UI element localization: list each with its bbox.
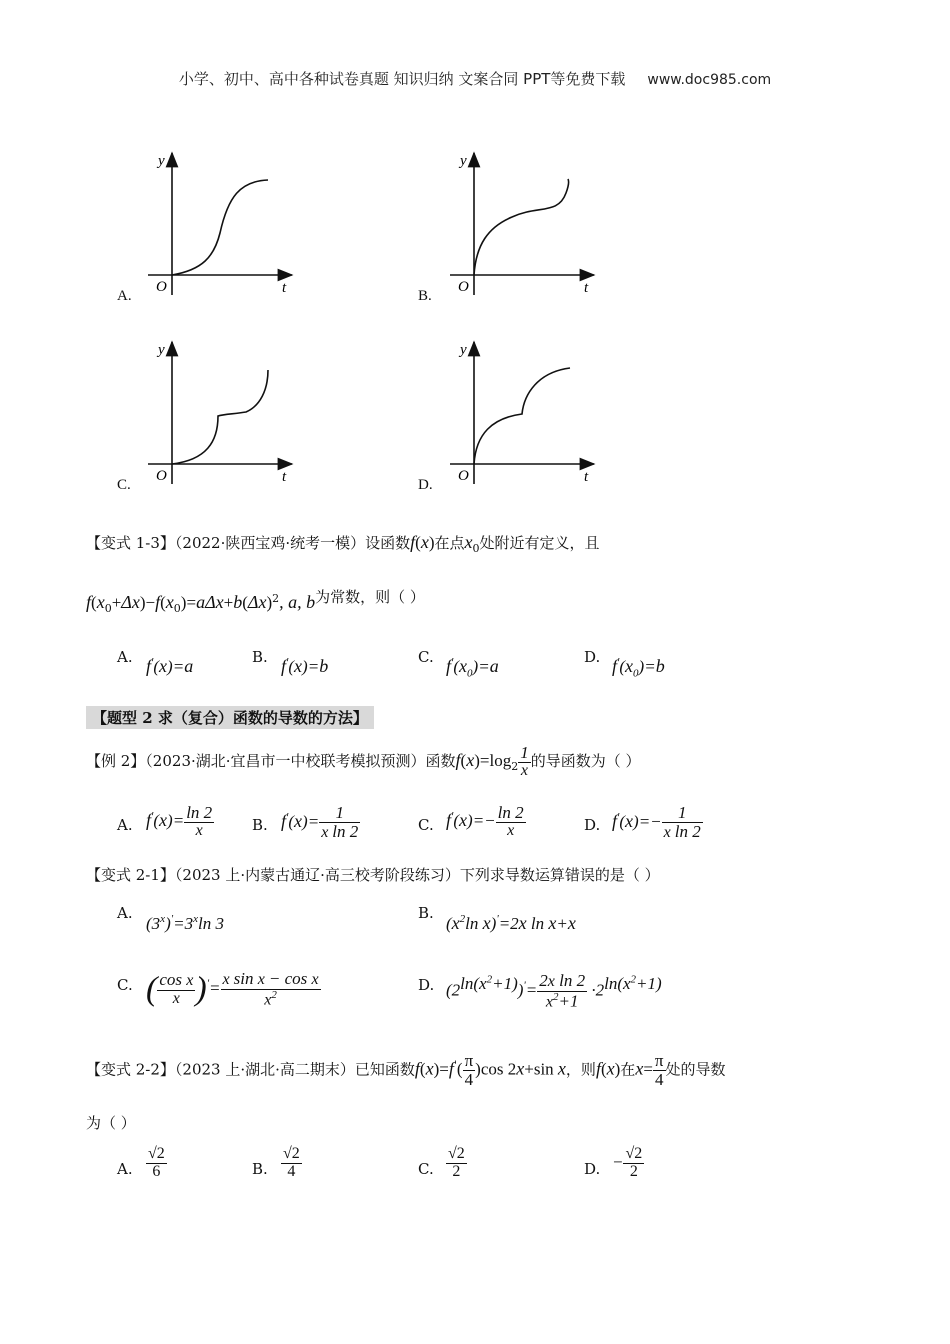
q13-option-d-expr: $f'(x_0)=b$	[612, 656, 665, 680]
q13-option-b[interactable]: B.	[252, 648, 268, 666]
origin-label: O	[156, 468, 167, 484]
ex2-option-b-expr: f'(x)= $\frac{1}{\text{x ln 2}}$	[281, 803, 359, 841]
q13-option-a-expr: f'(x)=a	[146, 656, 194, 676]
q21-option-d-expr: $(2^{ln(x^2+1)})'=$ $\frac{\text{2x ln 2}}{x^2+1}$ $\cdot 2^{ln(x^2+1)}$	[446, 971, 662, 1011]
q21-option-c-expr: ( $\frac{\text{cos x}}{x}$ )'= $\frac{\text{x sin x − cos x}}{x^2}$	[146, 969, 319, 1009]
ex2-option-b[interactable]: B.	[252, 816, 268, 834]
q21-option-c[interactable]: C.	[117, 976, 133, 994]
page-header	[0, 68, 950, 89]
origin-label: O	[458, 279, 469, 295]
curve-a	[172, 180, 268, 275]
q21-option-b[interactable]: B.	[418, 904, 434, 922]
q22-option-c[interactable]: C.	[418, 1160, 434, 1178]
ex2-option-d[interactable]: D.	[584, 816, 601, 834]
section-title: 【题型 2 求（复合）函数的导数的方法】	[86, 706, 374, 729]
q21-option-d[interactable]: D.	[418, 976, 435, 994]
origin-label: O	[458, 468, 469, 484]
q22-option-a-expr: $\frac{√2}{6}$	[148, 1145, 165, 1180]
graph-c-label: C.	[117, 477, 131, 493]
axis-t-label: t	[282, 469, 287, 485]
q13-option-a[interactable]: A.	[117, 648, 133, 666]
graph-a	[110, 145, 310, 310]
ex2-option-a[interactable]: A.	[117, 816, 133, 834]
axis-t-label: t	[584, 280, 589, 296]
axis-t-label: t	[584, 469, 589, 485]
curve-d	[474, 368, 570, 464]
q21-stem: 【变式 2-1】（2023 上·内蒙古通辽·高三校考阶段练习）下列求导数运算错误的是（ ）	[86, 866, 660, 884]
graph-c	[110, 334, 310, 499]
q13-option-d[interactable]: D.	[584, 648, 601, 666]
q22-stem: 【变式 2-2】（2023 上·湖北·高二期末）已知函数f(x)=f'( $\frac{\pi}{4}$ )cos 2x+sin x，则f(x)在x= $\frac{\pi}{4}$ 处的导数	[86, 1051, 726, 1089]
graph-b-label: B.	[418, 288, 432, 304]
q21-option-a-expr: $(3^x)'=3^x\ln$ 3	[146, 913, 224, 933]
q22-option-b-expr: $\frac{√2}{4}$	[283, 1145, 300, 1180]
q22-option-a[interactable]: A.	[117, 1160, 133, 1178]
axis-y-label: y	[158, 342, 165, 358]
ex2-option-c-expr: f'(x)=− $\frac{\ln 2}{x}$	[446, 803, 524, 839]
ex2-option-c[interactable]: C.	[418, 816, 434, 834]
graph-d	[412, 334, 612, 499]
q22-option-b[interactable]: B.	[252, 1160, 268, 1178]
graph-a-label: A.	[117, 288, 132, 304]
ex2-stem: 【例 2】（2023·湖北·宜昌市一中校联考模拟预测）函数$f(x)=\log_2$ $\frac{1}{x}$ 的导函数为（ ）	[86, 743, 641, 779]
q21-option-a[interactable]: A.	[117, 904, 133, 922]
q22-option-c-expr: $\frac{√2}{2}$	[448, 1145, 465, 1180]
q21-option-b-expr: ($x^2\ln$ x)'=2x ln x+x	[446, 913, 576, 933]
q13-option-c[interactable]: C.	[418, 648, 434, 666]
curve-c	[172, 370, 268, 464]
q13-formula: $f(x_0+\Delta x)-f(x_0)=a\Delta x+b(\Delta x)^2$, a, b为常数，则（ ）	[86, 588, 425, 615]
q22-option-d[interactable]: D.	[584, 1160, 601, 1178]
axis-t-label: t	[282, 280, 287, 296]
curve-b	[474, 179, 569, 275]
q13-option-b-expr: f'(x)=b	[281, 656, 329, 676]
graph-d-label: D.	[418, 477, 433, 493]
header-text: 小学、初中、高中各种试卷真题 知识归纳 文案合同 PPT等免费下载	[178, 70, 626, 88]
graph-b	[412, 145, 612, 310]
q13-option-c-expr: $f'(x_0)=a$	[446, 656, 499, 680]
axis-y-label: y	[158, 153, 165, 169]
axis-y-label: y	[460, 342, 467, 358]
q22-stem-line2: 为（ ）	[86, 1114, 136, 1132]
ex2-option-d-expr: f'(x)=− $\frac{1}{\text{x ln 2}}$	[612, 803, 701, 841]
axis-y-label: y	[460, 153, 467, 169]
ex2-option-a-expr: f'(x)= $\frac{\ln 2}{x}$	[146, 803, 213, 839]
header-site: www.doc985.com	[647, 72, 772, 88]
q22-option-d-expr: − $\frac{√2}{2}$	[612, 1145, 643, 1180]
q13-stem: 【变式 1-3】（2022·陕西宝鸡·统考一模）设函数f(x)在点$x_0$处附近有定义，且	[86, 532, 600, 555]
origin-label: O	[156, 279, 167, 295]
